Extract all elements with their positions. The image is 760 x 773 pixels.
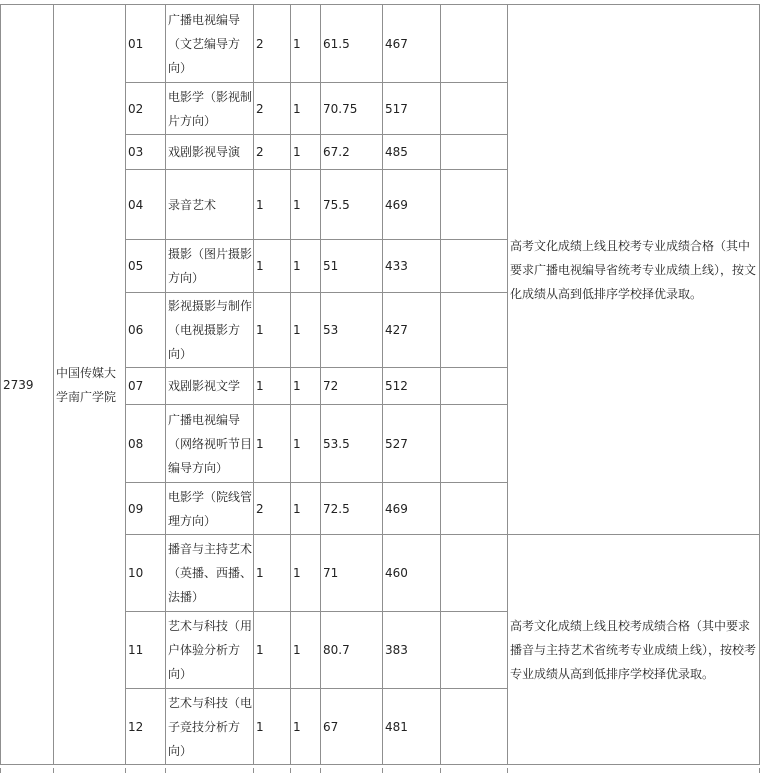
- major-code-cell: 02: [126, 83, 166, 135]
- major-name-cell: 戏剧影视文学: [166, 368, 254, 405]
- value-cell-col5: 80.7: [321, 612, 383, 689]
- value-cell-col6: 469: [383, 483, 441, 535]
- value-cell-col5: 70.75: [321, 83, 383, 135]
- table-row: [1, 5, 760, 83]
- major-code-cell: 03: [126, 135, 166, 170]
- value-cell-col3: 2: [254, 483, 291, 535]
- major-name-cell: 影视摄影与制作（电视摄影方向）: [166, 293, 254, 368]
- empty-cell: [441, 170, 508, 240]
- value-cell-col6: 527: [383, 405, 441, 483]
- major-code-cell: 04: [126, 170, 166, 240]
- major-code-cell: 06: [126, 293, 166, 368]
- value-cell-col6: 383: [383, 612, 441, 689]
- major-name-cell: 广播电视编导（文艺编导方向）: [166, 5, 254, 83]
- major-name-cell: 摄影（图片摄影方向）: [166, 240, 254, 293]
- value-cell-col5: 71: [321, 535, 383, 612]
- remark-cell: 高考文化成绩上线且校考专业成绩合格（其中要求广播电视编导省统考专业成绩上线），按文化成绩从高到低排序学校择优录取。: [508, 5, 760, 535]
- value-cell-col4: 1: [291, 405, 321, 483]
- value-cell-col5: 53.5: [321, 405, 383, 483]
- institution-name-cell: 中国传媒大学南广学院: [54, 5, 126, 765]
- value-cell-col4: 1: [291, 240, 321, 293]
- value-cell-col5: 72: [321, 368, 383, 405]
- value-cell-col6: 460: [383, 535, 441, 612]
- major-name-cell: 艺术与科技（用户体验分析方向）: [166, 612, 254, 689]
- empty-cell: [441, 240, 508, 293]
- major-code-cell: 05: [126, 240, 166, 293]
- value-cell-col6: 517: [383, 83, 441, 135]
- empty-cell: [441, 83, 508, 135]
- empty-cell: [441, 535, 508, 612]
- table-continuation: [0, 768, 760, 773]
- empty-cell: [441, 405, 508, 483]
- empty-cell: [441, 368, 508, 405]
- remark-cell: 高考文化成绩上线且校考成绩合格（其中要求播音与主持艺术省统考专业成绩上线），按校考专业成绩从高到低排序学校择优录取。: [508, 535, 760, 765]
- value-cell-col6: 433: [383, 240, 441, 293]
- value-cell-col5: 67.2: [321, 135, 383, 170]
- value-cell-col4: 1: [291, 5, 321, 83]
- institution-code-cell: 2739: [1, 5, 54, 765]
- empty-cell: [441, 689, 508, 765]
- major-name-cell: 广播电视编导（网络视听节目编导方向）: [166, 405, 254, 483]
- value-cell-col6: 467: [383, 5, 441, 83]
- value-cell-col4: 1: [291, 535, 321, 612]
- major-name-cell: 电影学（院线管理方向）: [166, 483, 254, 535]
- empty-cell: [441, 612, 508, 689]
- value-cell-col3: 1: [254, 689, 291, 765]
- value-cell-col3: 2: [254, 83, 291, 135]
- value-cell-col3: 1: [254, 170, 291, 240]
- value-cell-col3: 2: [254, 5, 291, 83]
- value-cell-col6: 485: [383, 135, 441, 170]
- major-name-cell: 电影学（影视制片方向）: [166, 83, 254, 135]
- major-code-cell: 10: [126, 535, 166, 612]
- admission-table: [0, 4, 760, 765]
- value-cell-col4: 1: [291, 170, 321, 240]
- value-cell-col4: 1: [291, 612, 321, 689]
- value-cell-col3: 1: [254, 293, 291, 368]
- major-code-cell: 09: [126, 483, 166, 535]
- major-name-cell: 播音与主持艺术（英播、西播、法播）: [166, 535, 254, 612]
- value-cell-col6: 427: [383, 293, 441, 368]
- value-cell-col3: 1: [254, 240, 291, 293]
- major-code-cell: 11: [126, 612, 166, 689]
- major-code-cell: 08: [126, 405, 166, 483]
- major-code-cell: 12: [126, 689, 166, 765]
- value-cell-col4: 1: [291, 83, 321, 135]
- value-cell-col3: 1: [254, 612, 291, 689]
- value-cell-col5: 72.5: [321, 483, 383, 535]
- value-cell-col6: 481: [383, 689, 441, 765]
- value-cell-col3: 1: [254, 368, 291, 405]
- value-cell-col5: 67: [321, 689, 383, 765]
- empty-cell: [441, 5, 508, 83]
- value-cell-col5: 51: [321, 240, 383, 293]
- value-cell-col5: 53: [321, 293, 383, 368]
- value-cell-col6: 469: [383, 170, 441, 240]
- value-cell-col6: 512: [383, 368, 441, 405]
- empty-cell: [441, 483, 508, 535]
- major-code-cell: 01: [126, 5, 166, 83]
- major-code-cell: 07: [126, 368, 166, 405]
- value-cell-col5: 61.5: [321, 5, 383, 83]
- major-name-cell: 录音艺术: [166, 170, 254, 240]
- value-cell-col5: 75.5: [321, 170, 383, 240]
- value-cell-col4: 1: [291, 135, 321, 170]
- value-cell-col3: 1: [254, 405, 291, 483]
- major-name-cell: 艺术与科技（电子竞技分析方向）: [166, 689, 254, 765]
- value-cell-col4: 1: [291, 689, 321, 765]
- empty-cell: [441, 135, 508, 170]
- empty-cell: [441, 293, 508, 368]
- value-cell-col4: 1: [291, 483, 321, 535]
- value-cell-col4: 1: [291, 293, 321, 368]
- value-cell-col3: 2: [254, 135, 291, 170]
- value-cell-col3: 1: [254, 535, 291, 612]
- major-name-cell: 戏剧影视导演: [166, 135, 254, 170]
- value-cell-col4: 1: [291, 368, 321, 405]
- table-body: [1, 5, 760, 765]
